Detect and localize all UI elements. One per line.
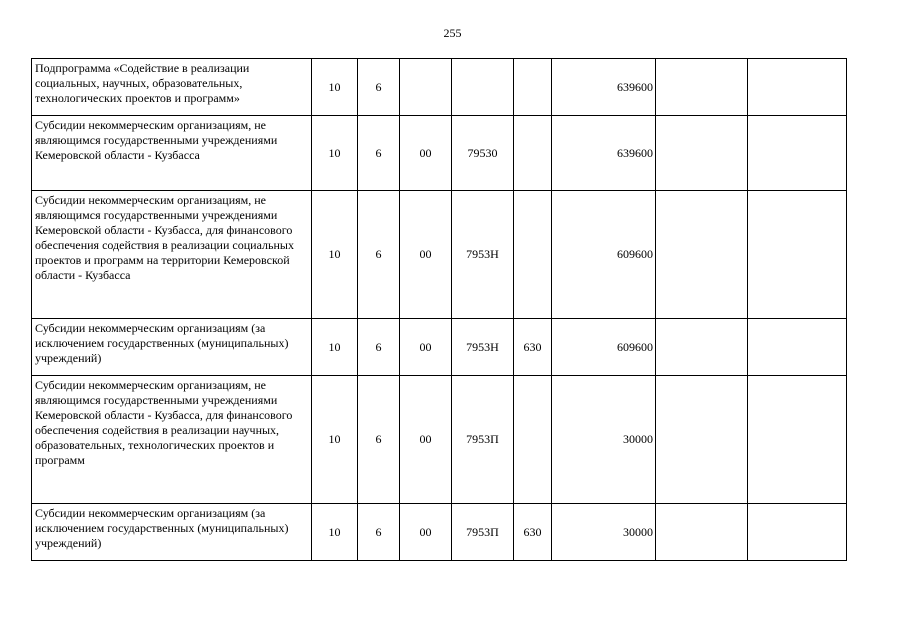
direction-cell: 79530 xyxy=(452,116,514,191)
empty-cell xyxy=(656,191,748,319)
section-cell: 10 xyxy=(312,191,358,319)
table-row xyxy=(32,376,847,504)
expense-type-cell xyxy=(514,191,552,319)
direction-cell: 7953П xyxy=(452,504,514,561)
empty-cell xyxy=(656,504,748,561)
subsection-cell: 6 xyxy=(358,319,400,376)
section-cell: 10 xyxy=(312,376,358,504)
expense-type-cell: 630 xyxy=(514,319,552,376)
subsection-cell: 6 xyxy=(358,504,400,561)
empty-cell xyxy=(748,376,847,504)
expense-type-cell xyxy=(514,59,552,116)
empty-cell xyxy=(748,319,847,376)
amount-cell: 609600 xyxy=(552,319,656,376)
section-cell: 10 xyxy=(312,59,358,116)
row-name-cell: Субсидии некоммерческим организациям (за исключением государственных (муниципальных) учреждений) xyxy=(32,319,312,376)
expense-type-cell: 630 xyxy=(514,504,552,561)
direction-cell: 7953Н xyxy=(452,191,514,319)
expense-type-cell xyxy=(514,116,552,191)
budget-table xyxy=(31,58,847,561)
empty-cell xyxy=(656,319,748,376)
section-cell: 10 xyxy=(312,116,358,191)
empty-cell xyxy=(656,376,748,504)
program-cell xyxy=(400,59,452,116)
empty-cell xyxy=(656,59,748,116)
program-cell: 00 xyxy=(400,376,452,504)
amount-cell: 30000 xyxy=(552,504,656,561)
direction-cell xyxy=(452,59,514,116)
table-row xyxy=(32,319,847,376)
program-cell: 00 xyxy=(400,116,452,191)
table-row xyxy=(32,116,847,191)
subsection-cell: 6 xyxy=(358,191,400,319)
direction-cell: 7953Н xyxy=(452,319,514,376)
row-name-cell: Субсидии некоммерческим организациям, не являющимся государственными учреждениями Кемеровской области - Кузбасса xyxy=(32,116,312,191)
program-cell: 00 xyxy=(400,504,452,561)
direction-cell: 7953П xyxy=(452,376,514,504)
empty-cell xyxy=(656,116,748,191)
section-cell: 10 xyxy=(312,319,358,376)
section-cell: 10 xyxy=(312,504,358,561)
empty-cell xyxy=(748,59,847,116)
amount-cell: 609600 xyxy=(552,191,656,319)
amount-cell: 30000 xyxy=(552,376,656,504)
table-row xyxy=(32,504,847,561)
subsection-cell: 6 xyxy=(358,116,400,191)
program-cell: 00 xyxy=(400,319,452,376)
row-name-cell: Субсидии некоммерческим организациям (за исключением государственных (муниципальных) учреждений) xyxy=(32,504,312,561)
empty-cell xyxy=(748,116,847,191)
subsection-cell: 6 xyxy=(358,376,400,504)
empty-cell xyxy=(748,504,847,561)
row-name-cell: Субсидии некоммерческим организациям, не являющимся государственными учреждениями Кемеровской области - Кузбасса, для финансового обеспечения содействия в реализации социальных проектов и программ на территории Кемеровской области - Кузбасса xyxy=(32,191,312,319)
expense-type-cell xyxy=(514,376,552,504)
row-name-cell: Субсидии некоммерческим организациям, не являющимся государственными учреждениями Кемеровской области - Кузбасса, для финансового обеспечения содействия в реализации научных, образовательных, технологических проектов и программ xyxy=(32,376,312,504)
row-name-cell: Подпрограмма «Содействие в реализации социальных, научных, образовательных, технологических проектов и программ» xyxy=(32,59,312,116)
amount-cell: 639600 xyxy=(552,116,656,191)
page-number: 255 xyxy=(443,26,462,40)
amount-cell: 639600 xyxy=(552,59,656,116)
program-cell: 00 xyxy=(400,191,452,319)
table-row xyxy=(32,59,847,116)
empty-cell xyxy=(748,191,847,319)
table-row xyxy=(32,191,847,319)
subsection-cell: 6 xyxy=(358,59,400,116)
